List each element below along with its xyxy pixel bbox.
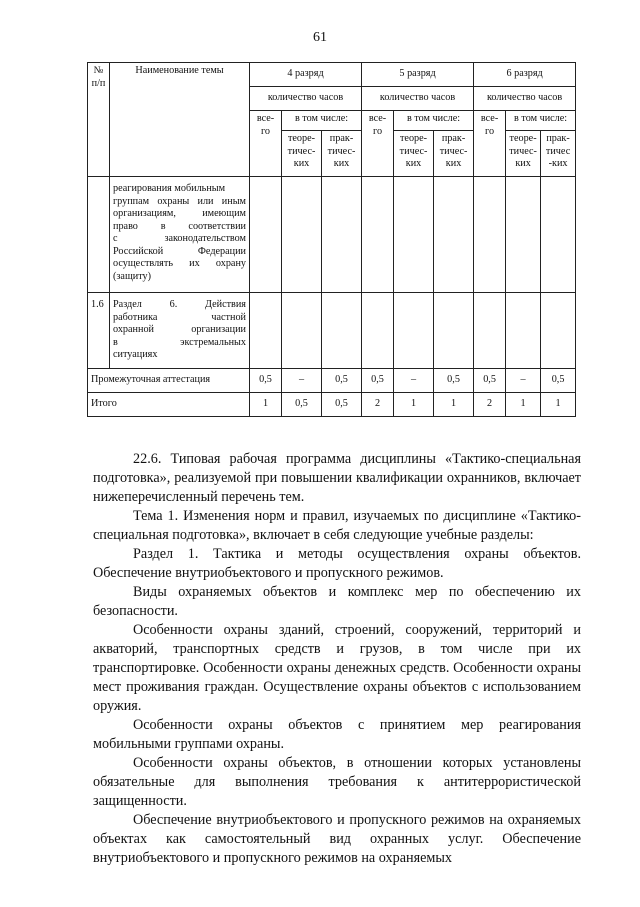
value-cell: 0,5 <box>322 393 362 417</box>
total-label: Итого <box>88 393 250 417</box>
paragraph: Тема 1. Изменения норм и правил, изучаемых по дисциплине «Тактико-специальная подготовка», включает в себя следующие учебные разделы: <box>93 508 581 543</box>
header-total: все-го <box>474 111 506 177</box>
row-number: 1.6 <box>88 293 110 369</box>
row-topic-text: реагирования мобильным группам охраны или иным организациям, имеющим право в соответствии с законодательством Российской Федерации осуществлять их охрану (защиту) <box>110 177 250 293</box>
value-cell: 1 <box>394 393 434 417</box>
header-name: Наименование темы <box>110 63 250 177</box>
value-cell: 2 <box>362 393 394 417</box>
header-hours: количество часов <box>250 87 362 111</box>
header-hours: количество часов <box>474 87 576 111</box>
header-including: в том числе: <box>506 111 576 131</box>
paragraph: Особенности охраны зданий, строений, сооружений, территорий и акваторий, транспортных средств и грузов, в том числе при их транспортировке. Особенности охраны денежных средств. Особенности охраны мест проживания граждан. Осуществление охраны объектов с использованием оружия. <box>93 622 581 714</box>
header-theoretical: теоре-тичес-ких <box>282 131 322 177</box>
paragraph: 22.6. Типовая рабочая программа дисциплины «Тактико-специальная подготовка», реализуемой при повышении квалификации охранников, включает нижеперечисленный перечень тем. <box>93 451 581 505</box>
row-topic-text: Раздел 6. Действия работника частной охранной организации в экстремальных ситуациях <box>110 293 250 369</box>
value-cell: 0,5 <box>541 369 576 393</box>
header-total: все-го <box>362 111 394 177</box>
value-cell: 1 <box>250 393 282 417</box>
header-grade-5: 5 разряд <box>362 63 474 87</box>
table-row <box>88 393 576 417</box>
value-cell: 0,5 <box>474 369 506 393</box>
page-number: 61 <box>313 30 327 45</box>
value-cell: – <box>394 369 434 393</box>
header-practical: прак-тичес-ких <box>434 131 474 177</box>
value-cell: – <box>282 369 322 393</box>
value-cell: 0,5 <box>434 369 474 393</box>
paragraph: Обеспечение внутриобъектового и пропускного режимов на охраняемых объектах как самостоятельный вид охранных услуг. Обеспечение внутриобъектового и пропускного режимов на охраняемых <box>93 812 581 866</box>
table-row <box>88 369 576 393</box>
paragraph: Особенности охраны объектов, в отношении которых установлены обязательные для выполнения требования к антитеррористической защищенности. <box>93 755 581 809</box>
hours-table <box>87 62 576 417</box>
table-row <box>88 177 576 293</box>
header-num: № п/п <box>88 63 110 177</box>
paragraph: Раздел 1. Тактика и методы осуществления охраны объектов. Обеспечение внутриобъектового и пропускного режимов. <box>93 546 581 581</box>
value-cell: 1 <box>434 393 474 417</box>
header-including: в том числе: <box>282 111 362 131</box>
header-including: в том числе: <box>394 111 474 131</box>
value-cell: 0,5 <box>282 393 322 417</box>
paragraph: Виды охраняемых объектов и комплекс мер по обеспечению их безопасности. <box>93 584 581 619</box>
header-theoretical: теоре-тичес-ких <box>506 131 541 177</box>
header-practical: прак-тичес -ких <box>541 131 576 177</box>
header-grade-6: 6 разряд <box>474 63 576 87</box>
header-grade-4: 4 разряд <box>250 63 362 87</box>
header-practical: прак-тичес-ких <box>322 131 362 177</box>
body-text <box>93 450 581 868</box>
value-cell: – <box>506 369 541 393</box>
value-cell: 1 <box>541 393 576 417</box>
header-theoretical: теоре-тичес-ких <box>394 131 434 177</box>
value-cell: 0,5 <box>322 369 362 393</box>
value-cell: 0,5 <box>362 369 394 393</box>
value-cell: 1 <box>506 393 541 417</box>
header-total: все-го <box>250 111 282 177</box>
paragraph: Особенности охраны объектов с принятием мер реагирования мобильными группами охраны. <box>93 717 581 752</box>
value-cell: 0,5 <box>250 369 282 393</box>
attestation-label: Промежуточная аттестация <box>88 369 250 393</box>
header-hours: количество часов <box>362 87 474 111</box>
value-cell: 2 <box>474 393 506 417</box>
table-row <box>88 293 576 369</box>
